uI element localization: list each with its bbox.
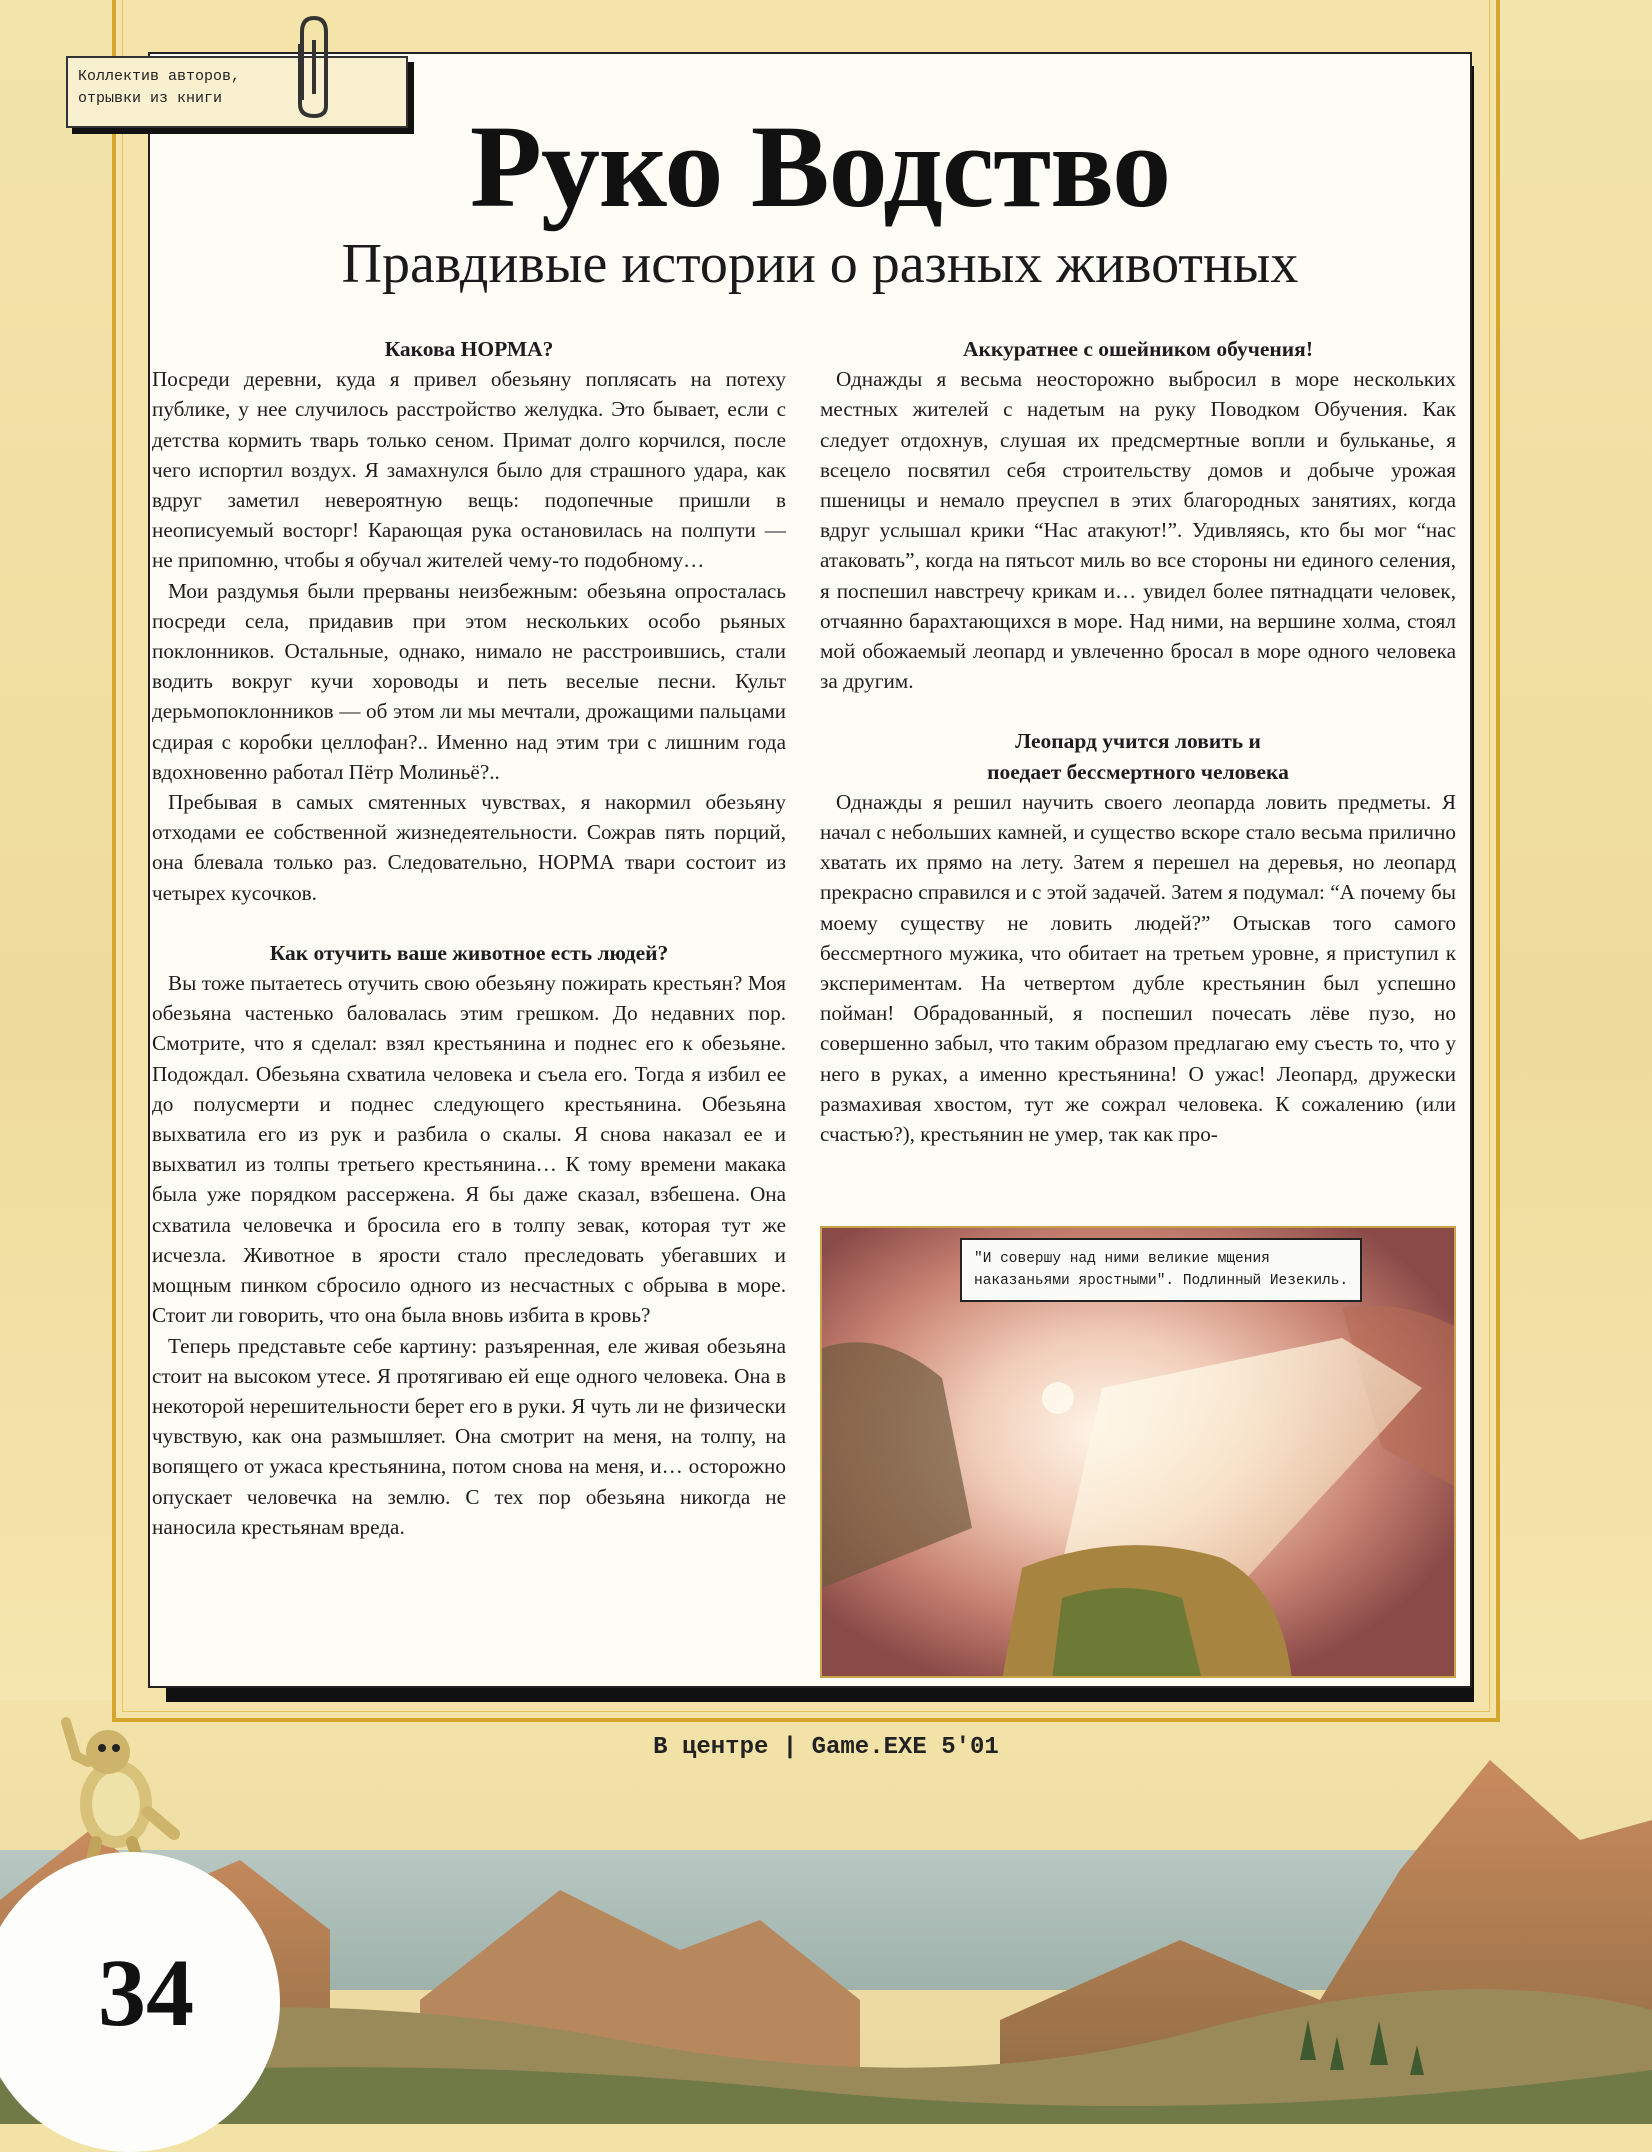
author-note-line2: отрывки из книги — [78, 90, 223, 107]
section-heading-line2: поедает бессмертного человека — [987, 759, 1289, 784]
paragraph: Мои раздумья были прерваны неизбежным: обезьяна опросталась посреди села, придавив при этом нескольких особо рьяных поклонников. Остальные, однако, нимало не расстроившись, стали водить вокруг кучи хороводы и петь веселые песни. Культ дерьмопоклонников — об этом ли мы мечтали, дрожащими пальцами сдирая с коробки целлофан?.. Именно над этим три с лишним года вдохновенно работал Пётр Молиньё?.. — [152, 578, 786, 784]
article-title: Руко Водство — [469, 101, 1171, 232]
paragraph: Посреди деревни, куда я привел обезьяну поплясать на потеху публике, у нее случилось расстройство желудка. Это бывает, если с детства кормить тварь только сеном. Примат долго корчился, после чего испортил воздух. Я замахнулся было для страшного удара, как вдруг заметил невероятную вещь: подопечные пришли в неописуемый восторг! Карающая рука остановилась на полпути — не припомню, чтобы я обучал жителей чему-то подобному… — [152, 367, 786, 573]
right-column — [820, 334, 1456, 1149]
page-footer: В центре | Game.EXE 5'01 — [653, 1734, 999, 1761]
paragraph: Однажды я весьма неосторожно выбросил в море нескольких местных жителей с надетым на руку Поводком Обучения. Как следует отдохнув, слушая их предсмертные вопли и бульканье, я всецело посвятил себя строительству домов и добыче урожая пшеницы и немало преуспел в этих благородных занятиях, когда вдруг услышал крики “Нас атакуют!”. Удивляясь, кто бы мог “нас атаковать”, когда на пятьсот миль во все стороны ни единого селения, я поспешил навстречу крикам и… увидел более пятнадцати человек, отчаянно барахтающихся в море. Над ними, на вершине холма, стоял мой обожаемый леопард и увлеченно бросал в море одного человека за другим. — [820, 367, 1456, 694]
section-heading-line1: Леопард учится ловить и — [1015, 729, 1261, 754]
section-heading: Аккуратнее с ошейником обучения! — [963, 337, 1313, 361]
paragraph: Пребывая в самых смятенных чувствах, я накормил обезьяну отходами ее собственной жизнедеятельности. Сожрав пять порций, она блевала только раз. Следовательно, НОРМА твари состоит из четырех кусочков. — [152, 790, 786, 905]
page-number: 34 — [98, 1939, 194, 2046]
screenshot-caption: "И совершу над ними великие мщения наказаньями яростными". Подлинный Иезекиль. — [960, 1238, 1362, 1302]
section-heading: Как отучить ваше животное есть людей? — [269, 940, 669, 965]
left-column — [152, 334, 786, 1542]
paragraph: Теперь представьте себе картину: разъяренная, еле живая обезьяна стоит на высоком утесе. Я протягиваю ей еще одного человека. Она в некоторой нерешительности берет его в руки. Я чуть ли не физически чувствую, как она размышляет. Она смотрит на меня, на толпу, на вопящего от ужаса крестьянина, потом снова на меня, и… осторожно опускает человечка на землю. С тех пор обезьяна никогда не наносила крестьянам вреда. — [152, 1333, 786, 1539]
author-note-line1: Коллектив авторов, — [78, 68, 241, 85]
paragraph: Однажды я решил научить своего леопарда ловить предметы. Я начал с небольших камней, и существо вскоре стало весьма прилично хватать их прямо на лету. Затем я перешел на деревья, но леопард прекрасно справился и с этой задачей. Затем я подумал: “А почему бы моему существу не ловить людей?” Отыскав того самого бессмертного мужика, что обитает на третьем уровне, я приступил к экспериментам. На четвертом дубле крестьянин был успешно пойман! Обрадованный, я поспешил почесать лёве пузо, но совершенно забыл, что таким образом предлагаю ему съесть то, что у него в руках, а именно крестьянина! О ужас! Леопард, дружески размахивая хвостом, тут же сожрал человека. К сожалению (или счастью?), крестьянин не умер, так как про- — [820, 789, 1456, 1147]
game-screenshot — [820, 1226, 1456, 1678]
section-heading: Какова НОРМА? — [384, 337, 554, 361]
monkey-mascot-icon — [36, 1712, 186, 1862]
paragraph: Вы тоже пытаетесь отучить свою обезьяну пожирать крестьян? Моя обезьяна частенько баловалась этим грешком. До недавних пор. Смотрите, что я сделал: взял крестьянина и поднес его к обезьяне. Подождал. Обезьяна схватила человека и съела его. Тогда я избил ее до полусмерти и поднес следующего крестьянина. Обезьяна выхватила его из рук и разбила о скалы. Я снова наказал ее и выхватил из толпы третьего крестьянина… К тому времени макака была уже порядком рассержена. Я бы даже сказал, взбешена. Она схватила человечка и бросила его в толпу зевак, которая тут же исчезла. Животное в ярости стало преследовать убегавших и мощным пинком сбросило одного из несчастных с обрыва в море. Стоит ли говорить, что она была вновь избита в кровь? — [152, 971, 786, 1328]
article-subtitle: Правдивые истории о разных животных — [341, 233, 1299, 295]
